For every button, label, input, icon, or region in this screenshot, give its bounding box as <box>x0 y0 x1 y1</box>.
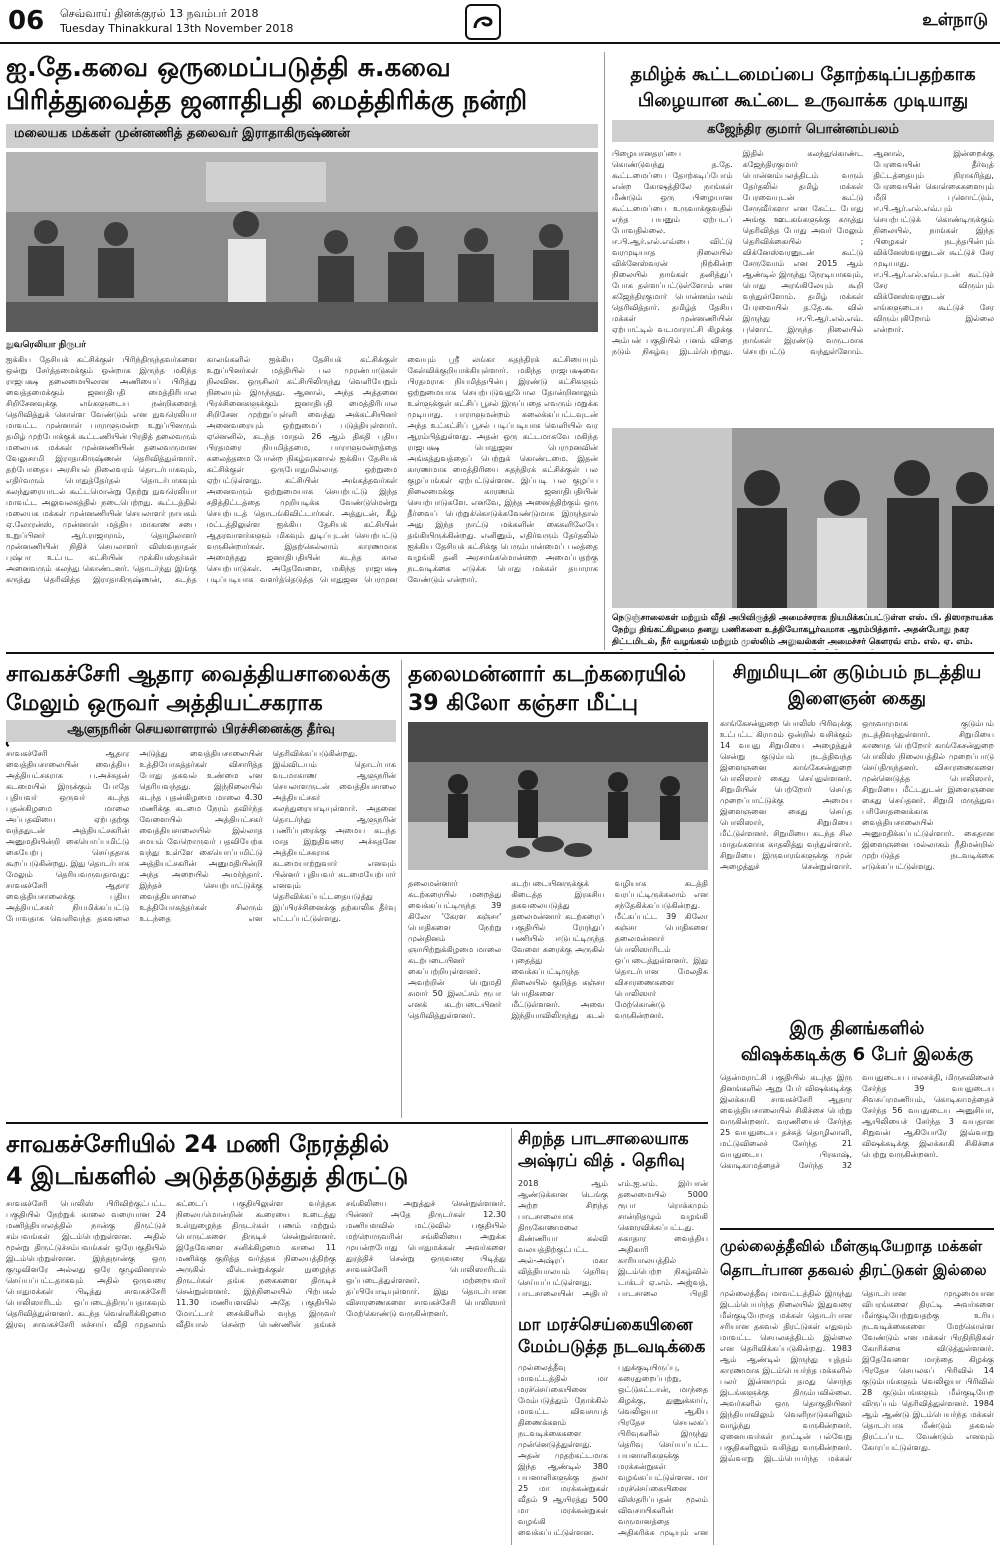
story9-headline-line1: மா மரச்செய்கையினை <box>518 1315 693 1335</box>
story8-headline-line1: சிறந்த பாடசாலையாக <box>518 1129 689 1149</box>
story4-body: தலைமன்னார் கடற்கரையில் மறைத்து வைக்கப்பட்டிருந்த 39 கிலோ 'கேரள கஞ்சா' பொதிகளை நேற்று முன்தினம் ஞாயிற்றுக்கிழமை மாலை கடற்படையினர் கைப்பற்றியுள்ளனர். அவற்றின் பெறுமதி சுமார் 50 இலட்சம் ரூபா எனக் கடற்படையினர் தெரிவித்துள்ளனர். கடற்படையினருக்குக் கிடைத்த இரகசிய தகவலையடுத்து தலைமன்னார் கடற்கரைப் பகுதியில் ரோந்துப் பணியில் ஈடுபட்டிருந்த வேளை கரைக்கு அருகில் புதைத்து வைக்கப்பட்டிருந்த நிலையில் குறித்த கஞ்சா பொதிகளை மீட்டுள்ளனர். அவை இந்தியாவிலிருந்து கடல் வழியாக கடத்தி வரப்பட்டிருக்கலாம் என சந்தேகிக்கப்படுகின்றது. மீட்கப்பட்ட 39 கிலோ கஞ்சா பொதிகளை தலைமன்னார் பொலிஸாரிடம் ஒப்படைத்துள்ளனர். இது தொடர்பான மேலதிக விசாரணைகளை பொலிஸார் மேற்கொண்டு வருகின்றனர். <box>408 879 708 1020</box>
story1-photo-meeting <box>6 152 598 332</box>
story6-headline <box>720 1016 994 1068</box>
story1-headline <box>6 52 598 118</box>
story3-headline-line1: சாவகச்சேரி ஆதார வைத்தியசாலைக்கு <box>6 662 391 687</box>
date-tamil: செவ்வாய் தினக்குரல் 13 நவம்பர் 2018 <box>60 7 259 20</box>
story2-photo-minister <box>612 428 994 608</box>
story1-body: ஐக்கிய தேசியக் கட்சிக்குள் பிரிந்திருந்தவர்களை ஒன்று சேர்த்தமைக்கும் ஒன்றாக இருந்த மகிந்த ராஜபக்ஷ தலைமையிலான அணியைப் பிரித்து வைத்தமைக்கும் ஜனாதிபதி மைத்திரிபால சிறிசேனவுக்கு எங்களுடைய நன்றிகளைத் தெரிவித்துக் கொள்ள வேண்டும் என நுவரெலியா மாவட்ட முன்னாள் பாராளுமன்ற உறுப்பினரும் தமிழ் முற்போக்குக் கூட்டணியின் பிரதித் தலைவரும் மலையக மக்கள் முன்னணியின் தலைவருமான வேலுசாமி இராதாகிருஷ்ணன் தெரிவித்துள்ளார். தற்போதைய அரசியல் நிலைவரம் தொடர்பாகவும், எதிர்வரும் பொதுத்தேர்தல் தொடர்பாகவும் கலந்துரையாடல் கூட்டமொன்று நேற்று நுவரெலியா மாவட்ட அலுவலகத்தில் நடைபெற்றது. கூட்டத்தில் மலையக மக்கள் முன்னணியின் செயலாளர் நாயகம் ஏ.லோரன்ஸ், முன்னாள் மத்திய மாகாண சபை உறுப்பினர் ஆர்.ராஜாராம், தொழிலாளர் முன்னணியின் நிதிச் செயலாளர் விஸ்வநாதன் புஷ்பா உட்பட கட்சியின் முக்கியஸ்தர்கள் அனைவரும் கலந்து கொண்டனர். தொடர்ந்து இங்கு கருத்து தெரிவித்த இராதாகிருஷ்ணன், கடந்த காலங்களில் ஐக்கிய தேசியக் கட்சிக்குள் உறுப்பினர்கள் மத்தியில் பல முரண்பாடுகள் நிலவின. ஒருசிலர் கட்சியிலிருந்து வெளியேறும் நிலையும் இருந்தது. ஆனால், அந்த அத்தனை பிரச்சினைகளுக்கும் ஜனாதிபதி மைத்திரிபால சிறிசேன முற்றுப்புள்ளி வைத்து அக்கட்சியினர் அனைவரையும் ஒற்றுமைப் படுத்தியுள்ளார். ஏனெனில், கடந்த மாதம் 26 ஆம் திகதி புதிய பிரதமரை நியமித்தமை, பாராளுமன்றத்தை கலைத்தமை போன்ற நிகழ்வுகளால் ஐக்கிய தேசியக் கட்சிக்குள் ஒருபோதுமில்லாத ஒற்றுமை ஏற்பட்டுள்ளது. கட்சியின் அங்கத்தவர்கள் அனைவரும் ஒற்றுமையாக செயற்பட்டு இந்த சதித்திட்டத்தை முறியடிக்க வேண்டுமென்று செயற்படத் தொடங்கிவிட்டார்கள். அத்துடன், கீழ் மட்டத்திலுள்ள ஐக்கிய தேசியக் கட்சியின் ஆதரவாளர்களும் மிகவும் துடிப்புடன் செயற்பட்டு வருகின்றார்கள். இதற்கெல்லாம் காரணமாக அமைந்தது ஜனாதிபதியின் கடந்த கால செயற்பாடுகள். அதேவேளை, மகிந்த ராஜபக்ஷ படிப்படியாக வளர்த்தெடுத்த பொதுஜன பெரமுன வையும் ஸ்ரீ லங்கா சுதந்திரக் கட்சியையும் கேள்விக்குறியாக்கியுள்ளார். மகிந்த ராஜபக்ஷவை பிரதமராக நியமித்தபின்பு இரண்டு கட்சிகளும் ஒற்றுமையாக செயற்படுவதுபோல தோன்றினாலும் உள்ளுக்குள் கட்சிப் பூசல் இருப்பதை எவரும் மறுக்க முடியாது. பாராளுமன்றம் கலைக்கப்பட்டவுடன் அந்த உட்கட்சிப் பூசல் படிப்படியாக வெளியில் வர ஆரம்பித்துள்ளது. அதன் ஒரு கட்டமாகவே மகிந்த ராஜபக்ஷ பொதுஜன பெரமுனவின் அங்கத்துவத்தைப் பெற்றுக் கொண்டமை. இதன் காரணமாக மைத்திரியை சுதந்திரக் கட்சிக்குள் பல குழப்பங்கள் ஏற்பட்டுள்ளன. இப்படி பல குழப்ப நிலைமைக்கு காரணம் ஜனாதிபதியின் செயற்பாடுகளே. எனவே, இந்த அனைத்திற்கும் ஒரு தீர்வைப் பெற்றுக்கொடுக்கவேண்டுமாக இருந்தால் அது இந்த நாட்டு மக்களின் கைகளிலேயே தங்கியிருக்கின்றது. எனினும், எதிர்வரும் தேர்தலில் ஐக்கிய தேசியக் கட்சிக்கு பெரும்பான்மைப் பலத்தை வழங்கி தனி அரசாங்கமொன்றை அமைப்பதற்கு நடவடிக்கை எடுக்க பொது மக்கள் தயாராக வேண்டும் என்றார். <box>6 355 598 584</box>
masthead-date <box>60 6 293 36</box>
story5-headline-line1: சிறுமியுடன் குடும்பம் நடத்திய <box>732 662 982 683</box>
date-english: Tuesday Thinakkural 13th November 2018 <box>60 22 294 35</box>
story2-subhead: கஜேந்திர குமார் பொன்னம்பலம் <box>612 120 994 142</box>
story8-headline-line2: அஷ்ரப் வித் . தெரிவு <box>518 1151 685 1171</box>
story1-subhead: மலையக மக்கள் முன்னணித் தலைவர் இராதாகிருஷ்ணன் <box>6 124 598 148</box>
logo-mark-icon <box>469 8 497 36</box>
section-name: உள்நாடு <box>922 10 988 30</box>
story9-headline <box>518 1314 708 1358</box>
story4-photo-seizure <box>408 722 708 870</box>
story4-headline-line1: தலைமன்னார் கடற்கரையில் <box>408 662 687 687</box>
story9-body: முல்லைத்தீவு மாவட்டத்தில் மா மரச்செய்கையினை மேம்படுத்தும் நோக்கில் மாவட்ட விவசாயத் திணைக்களம் நடவடிக்கைகளை முன்னெடுத்துள்ளது. அதன் முதற்கட்டமாக இந்த ஆண்டில் 380 பயனாளிகளுக்கு தலா 25 மா மரக்கன்றுகள் வீதம் 9 ஆயிரத்து 500 மா மரக்கன்றுகள் வழங்கி வைக்கப்பட்டுள்ளன. புதுக்குடியிருப்பு, கரைதுறைப்பற்று, ஒட்டுசுட்டான், மாந்தை கிழக்கு, துணுக்காய், வெலிஓயா ஆகிய பிரதேச செயலகப் பிரிவுகளில் இருந்து தெரிவு செய்யப்பட்ட பயனாளிகளுக்கு மரக்கன்றுகள் வழங்கப்பட்டுள்ளன. மா மரச்செய்கையினை விஸ்தரிப்பதன் மூலம் விவசாயிகளின் வருமானத்தை அதிகரிக்க முடியும் என <box>518 1363 708 1537</box>
story3-subhead: ஆளுநரின் செயலாளரால் பிரச்சினைக்கு தீர்வு <box>6 720 396 742</box>
story2-headline <box>612 62 994 114</box>
story8-headline <box>518 1128 708 1172</box>
story10-headline <box>720 1234 994 1282</box>
story7-headline <box>6 1128 506 1192</box>
story5-headline <box>720 660 994 712</box>
story1-headline-line2: பிரித்துவைத்த ஜனாதிபதி மைத்திரிக்கு நன்றி <box>6 86 528 116</box>
story10-body: முல்லைத்தீவு மாவட்டத்தில் இருந்து இடம்பெயர்ந்த நிலையில் இதுவரை மீள்குடியேறாத மக்கள் தொடர்பான சரியான தகவல் திரட்டுகள் எதுவும் மாவட்ட செயலகத்திடம் இல்லை என தெரிவிக்கப்படுகின்றது. 1983 ஆம் ஆண்டில் இருந்து யுத்தம் காரணமாக இடம்பெயர்ந்த மக்களில் பலர் இன்னமும் தமது சொந்த இடங்களுக்கு திரும்பவில்லை. அவர்களில் ஒரு தொகுதியினர் இந்தியாவிலும் வெளிநாடுகளிலும் வாழ்ந்து வருகின்றனர். ஏனையவர்கள் நாட்டின் பல்வேறு பகுதிகளிலும் வசித்து வருகின்றனர். இவ்வாறு இடம்பெயர்ந்த மக்கள் தொடர்பான முழுமையான விபரங்களை திரட்டி அவர்களை மீள்குடியேற்றுவதற்கு உரிய நடவடிக்கைகளை மேற்கொள்ள வேண்டும் என மக்கள் பிரதிநிதிகள் கோரிக்கை விடுத்துள்ளனர். இதேவேளை மாந்தை கிழக்கு பிரதேச செயலகப் பிரிவில் 14 குடும்பங்களும் வெலிஓயா பிரிவில் 28 குடும்பங்களும் மீள்குடியேற விருப்பம் தெரிவித்துள்ளனர். 1984 ஆம் ஆண்டு இடம்பெயர்ந்த மக்கள் தொடர்பாக மீண்டும் தகவல் திரட்டப்பட வேண்டும் எனவும் கோரப்பட்டுள்ளது. <box>720 1289 994 1463</box>
story5-headline-line2: இளைஞன் கைது <box>788 688 926 709</box>
story10-headline-line1: முல்லைத்தீவில் மீள்குடியேறாத மக்கள் <box>720 1237 983 1255</box>
story9-headline-line2: மேம்படுத்த நடவடிக்கை <box>518 1337 706 1357</box>
column-rule <box>401 660 402 1118</box>
story5-body: காங்கேசன்துறை பொலிஸ் பிரிவுக்கு உட்பட்ட கிராமம் ஒன்றில் வசிக்கும் 14 வயது சிறுமியை அழைத்துச் சென்று குடும்பம் நடத்திவந்த இளைஞனை காங்கேசன்துறை பொலிஸார் கைது செய்துள்ளனர். சிறுமியின் பெற்றோர் செய்த முறைப்பாட்டுக்கு அமைய இளைஞனை கைது செய்த பொலிஸார், சிறுமியை மீட்டுள்ளனர். சிறுமியை கடந்த சில மாதங்களாக காதலித்து வந்துள்ளார். சிறுமியை இருவாரங்களுக்கு முன் அழைத்துச் சென்றுள்ளார். ஒருவாரமாக குடும்பம் நடத்திவந்துள்ளார். சிறுமியை காணாத பெற்றோர் காங்கேசன்துறை பொலிஸ் நிலையத்தில் முறைப்பாடு செய்திருந்தனர். விசாரணைகளை முன்னெடுத்த பொலிஸார், சிறுமியை மீட்டதுடன் இளைஞனை கைது செய்தனர். சிறுமி மருத்துவ பரிசோதனைக்காக வைத்தியசாலையில் அனுமதிக்கப்பட்டுள்ளார். கைதான இளைஞனை மல்லாகம் நீதிமன்றில் முற்படுத்த நடவடிக்கை எடுக்கப்பட்டுள்ளது. <box>720 719 994 871</box>
thinakkural-logo <box>465 4 501 40</box>
section-rule <box>720 1228 994 1230</box>
section-rule <box>6 652 994 654</box>
section-rule <box>6 1122 708 1124</box>
story2-photo-caption: நெடுஞ்சாலைகள் மற்றும் வீதி அபிவிருத்தி அமைச்சராக நியமிக்கப்பட்டுள்ள எஸ். பி. திஸாநாயக்க நேற்று திங்கட்கிழமை தனது பணிகளை உத்தியோகபூர்வமாக ஆரம்பித்தார். அதன்போது நகர திட்டமிடல், நீர் வழங்கல் மற்றும் முஸ்லிம் அலுவல்கள் அமைச்சர் கௌரவ் எம். எல். ஏ. எம். <box>612 613 994 647</box>
story6-body: தென்மராட்சி பகுதியில் கடந்த இரு தினங்களில் ஆறு பேர் விஷக்கடிக்கு இலக்காகி சாவகச்சேரி ஆதார வைத்தியசாலையில் சிகிச்சை பெற்று வருகின்றனர். வரணியைச் சேர்ந்த 25 வயதுடைய தச்சுத் தொழிலாளி, மட்டுவிலைச் சேர்ந்த 21 வயதுடைய பிரகாஷ், கொடிகாமத்தைச் சேர்ந்த 32 வயதுடைய பாலசக்தி, மிருசுவிலைச் சேர்ந்த 39 வயதுடைய சிவசுப்ரமணியம், கொடிகாமத்தைச் சேர்ந்த 56 வயதுடைய அனுசியா, ஆயிலியைச் சேர்ந்த 3 வயதான சிறுவன் ஆகியோரே இவ்வாறு விஷக்கடிக்கு இலக்காகி சிகிச்சை பெற்று வருகின்றனர். <box>720 1073 994 1170</box>
header-rule <box>0 42 1000 44</box>
story8-body: 2018 ஆம் ஆண்டுக்கான டெங்கு அற்ற சிறந்த பாடசாலையாக திருகோணமலை கிண்ணியா கல்வி வலயத்திற்குட்பட்ட அல்-அஷ்ரப் மகா வித்தியாலயம் தெரிவு செய்யப்பட்டுள்ளது. பாடசாலையின் அதிபர் எம்.ஐ.எம். இர்பான் தலைமையில் 5000 ரூபா ரொக்கமும் சான்றிதழும் வழங்கி கௌரவிக்கப்பட்டது. சுகாதார வைத்திய அதிகாரி காரியாலயத்தில் இடம்பெற்ற நிகழ்வில் டாக்டர் ஏ.எம். அஜ்வத், பாடசாலை பிரதி <box>518 1179 708 1298</box>
column-rule <box>511 1128 512 1545</box>
column-rule <box>713 660 714 1545</box>
story6-headline-line2: விஷக்கடிக்கு 6 பேர் இலக்கு <box>740 1044 974 1065</box>
story10-headline-line2: தொடர்பான தகவல் திரட்டுகள் இல்லை <box>720 1261 987 1279</box>
page-number: 06 <box>8 6 45 36</box>
story6-headline-line1: இரு தினங்களில் <box>789 1018 925 1039</box>
story7-body: சாவகச்சேரி பொலிஸ் பிரிவிற்குட்பட்ட பகுதியில் நேற்றுக் காலை வரையான 24 மணித்தியாலத்தில் நான்கு திருட்டுச் சம்பவங்கள் இடம்பெற்றுள்ளன. அதில் மூன்று திருட்டுச்சம்பவங்கள் ஒரேபகுதியில் இடம்பெற்றுள்ளன. இந்தநான்கு ஒரு குழுவினரே அல்லது ஒரே குழுவினரால் செய்யப்பட்டதாகவும் அதில் ஒருவரை பொதுமக்கள் பிடித்து சாவகச்சேரி பொலிஸாரிடம் ஒப்படைத்திருப்பதாகவும் தெரிவித்துள்ளனர். கடந்த வெள்ளிக்கிழமை இரவு சாவகச்சேரி சுச்சாய் வீதி முதலாம் கட்டைப் பகுதியிலுள்ள வர்த்தக நிலையமொன்றின் கூரையை உடைத்து உள்நுழைந்த திருடர்கள் பணம் மற்றும் பொருட்களை திருடிச் சென்றுள்ளனர். இதேவேளை சனிக்கிழமை காலை 11 மணிக்கு குறித்த வர்த்தக நிலையத்திற்கு அருகில் வீடொன்றுக்குள் நுழைந்த திருடர்கள் தங்க நகைகளை திருடிச் சென்றுள்ளனர். இந்நிலையில் பிற்பகல் 11.30 மணியளவில் அதே பகுதியில் மோட்டார் சைக்கிளில் வந்த இருவர் வீதியால் சென்ற பெண்ணின் தங்கச் சங்கிலியை அறுத்துச் சென்றுள்ளனர். பின்னர் அதே திருடர்கள் 12.30 மணியளவில் மட்டுவில் பகுதியில் மற்றொருவரின் சங்கிலியை அறுக்க முயன்றபோது பொதுமக்கள் அவர்களை துரத்திச் சென்று ஒருவரை பிடித்து சாவகச்சேரி பொலிஸாரிடம் ஒப்படைத்துள்ளனர். மற்றையவர் தப்பியோடியுள்ளார். இது தொடர்பான விசாரணைகளை சாவகச்சேரி பொலிஸார் மேற்கொண்டு வருகின்றனர். <box>6 1199 506 1329</box>
story3-headline-line2: மேலும் ஒருவர் அத்தியட்சகராக <box>6 691 323 716</box>
story2-body: பிழையானதரப்பை கொண்டுவந்து த.தே. கூட்டமைப்பை தோற்கடிப்போம் என்ற கோஷத்திலே நாங்கள் மீண்டும் ஒரு பிழையான கூட்டமைப்பை உருவாக்குவதில் எந்த பயனும் ஏற்படப் போவதில்லை. ஈ.பி.ஆர்.எல்.எவ்பை விட்டு வரமுடியாத நிலையில் விக்னேஸ்வரன் நிற்கின்ற நிலையில் நாங்கள் தனித்துப் போக தள்ளப்பட்டுள்ளோம் என கஜேந்திரகுமார் பொன்னம்பலம் தெரிவித்தார். தமிழ்த் தேசிய மக்கள் முன்னணியின் ஏற்பாட்டில் வடமாராட்சி கிழக்கு அம்பன் பகுதியில் பனம் விதை நடும் நிகழ்வு இடம்பெற்றது. இதில் கலந்துகொண்ட கஜேந்திரகுமார் பொன்னம்பலத்திடம் வரும் தேர்தலில் தமிழ் மக்கள் பேரவையுடன் கூட்டு சேருவீர்களா என கேட்ட போது அங்கு ஊடகங்களுக்கு கருத்து தெரிவித்த போது அவர் மேலும் தெரிவிக்கையில் ; விக்னேஸ்வரனுடன் கூட்டு சேருவோம் என 2015 ஆம் ஆண்டில் இருந்து நேரடியாகவும், பொது அரங்கிலேயும் கூறி வந்துள்ளோம். தமிழ் மக்கள் பேரவையில் த.தே.கூ வில் இருந்து ஈ.பி.ஆர்.எல்.எவ். புளொட் இருந்த நிலையில் நாங்கள் இரண்டு வருடமாக செயற்பட்டு வந்துள்ளோம். ஆனால், இன்றைக்கு பேரவையின் தீர்வுத் திட்டத்தையும் நிராகரித்து, பேரவையின் கொள்கைகளையும் மீறி புளொட்டும், ஈ.பி.ஆர்.எல்.எவ்.பும் செயற்பட்டுக் கொண்டிருக்கும் நிலையில், நாங்கள் இந்த பிழைகள் நடந்தபின்பும் விக்னேஸ்வரனுடன் கூட்டுச் சேர முடியாது. ஈ.பி.ஆர்.எல்.எவ்.புடன் கூட்டுச் சேர விரும்பும் விக்னேஸ்வரனுடன் எங்களுடைய கூட்டுச் சேர விரும்புகிறோம் இல்லை என்றார். <box>612 149 994 356</box>
story4-headline <box>408 660 708 718</box>
story1-headline-line1: ஐ.தே.கவை ஒருமைப்படுத்தி சு.கவை <box>6 53 451 83</box>
story3-body: சாவகச்சேரி ஆதார வைத்தியசாலையின் வைத்திய அத்தியட்சகராக ப.அச்சுதன் கடமையில் இருக்கும் போதே புதியவர் ஒருவர் கடந்த புதன்கிழமை மாலை அப்பதவியை ஏற்பதற்கு வந்ததுடன் அத்தியட்சகரின் அனுமதியின்றி கையொப்பமிட்டு கையேற்பு செய்ததாக கூறப்படுகின்றது. இது தொடர்பாக மேலும் தெரியவருவதாவது: சாவகச்சேரி ஆதார வைத்தியசாலைக்கு புதிய அத்தியட்சகர் நியமிக்கப்பட்டு போவதாக வெளிவந்த தகவலை அடுத்து வைத்தியசாலையின் உத்தியோகத்தர்கள் விசாரித்த போது தகவல் உண்மை என தெரியவந்தது. இந்நிலையில் கடந்த புதன்கிழமை மாலை 4.30 மணிக்கு கடமை நேரம் தவிர்ந்த வேளையில் அத்தியட்சகர் வைத்தியசாலையில் இல்லாத சமயம் வேறொருவர் பதவியேற்க வந்து உள்ளே கையொப்பமிட்டு அத்தியட்சகரின் அனுமதியின்றி அந்த அறையில் அமர்ந்தார். இந்தச் செயற்பாட்டுக்கு வைத்தியசாலை உத்தியோகத்தர்கள் சிலரும் உடந்தை என தெரிவிக்கப்படுகின்றது. இவ்விடயம் தொடர்பாக வடமாகாண ஆளுநரின் செயலாளருடன் வைத்தியசாலை அத்தியட்சகர் கலந்துரையாடியுள்ளார். அதனை தொடர்ந்து ஆளுநரின் பணிப்புரைக்கு அமைய கடந்த மாத இறுதிவரை அச்சுதனே அத்தியட்சகராக கடமையாற்றுவார் எனவும் பின்னர் புதியவர் கடமையேற்பார் எனவும் தெரிவிக்கப்பட்டதையடுத்து இப்பிரச்சினைக்கு தற்காலிக தீர்வு எட்டப்பட்டுள்ளது. <box>6 749 396 923</box>
story2-headline-line2: பிழையான கூட்டை உருவாக்க முடியாது <box>637 90 969 111</box>
story2-headline-line1: தமிழ்க் கூட்டமைப்பை தோற்கடிப்பதற்காக <box>630 64 976 85</box>
story4-headline-line2: 39 கிலோ கஞ்சா மீட்பு <box>408 691 639 716</box>
column-rule <box>604 52 605 650</box>
story7-headline-line2: 4 இடங்களில் அடுத்தடுத்துத் திருட்டு <box>6 1162 409 1190</box>
story1-byline: நுவரெலியா நிருபர் <box>6 340 86 350</box>
story7-headline-line1: சாவகச்சேரியில் 24 மணி நேரத்தில் <box>6 1130 390 1158</box>
